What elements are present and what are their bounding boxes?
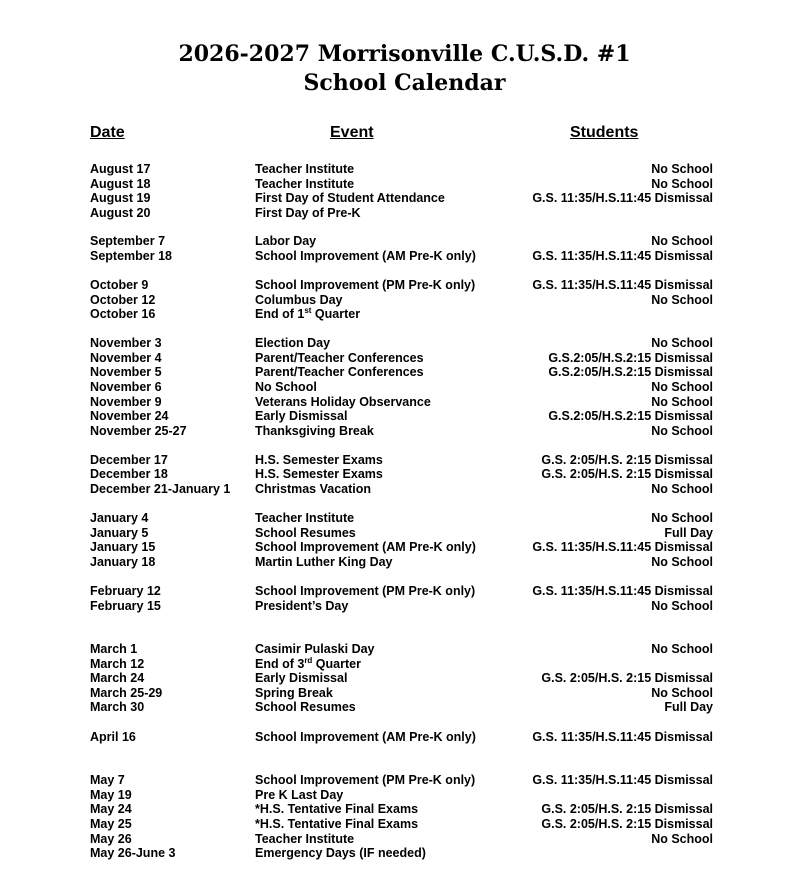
table-row <box>0 307 809 322</box>
row-date: January 4 <box>90 511 149 525</box>
table-row <box>0 555 809 570</box>
row-date: September 7 <box>90 234 166 248</box>
row-date: August 18 <box>90 177 151 191</box>
row-event-text: Emergency Days (IF needed) <box>255 846 426 860</box>
row-event-text: H.S. Semester Exams <box>255 467 383 481</box>
table-row <box>0 177 809 192</box>
row-event-text: School Improvement (AM Pre-K only) <box>255 730 476 744</box>
table-row <box>0 686 809 701</box>
event-column-header: Event <box>330 124 374 141</box>
row-event-ordinal: st <box>304 305 312 315</box>
row-event-tail: Quarter <box>312 657 361 671</box>
row-event-text: Parent/Teacher Conferences <box>255 365 424 379</box>
row-event-text: End of 3 <box>255 657 305 671</box>
row-event-text: No School <box>255 380 317 394</box>
row-event <box>255 817 418 832</box>
row-event <box>255 278 475 293</box>
row-event <box>255 671 347 686</box>
row-event-text: Early Dismissal <box>255 671 348 685</box>
table-row <box>0 700 809 715</box>
row-event-text: School Improvement (PM Pre-K only) <box>255 773 476 787</box>
row-students: No School <box>651 336 713 350</box>
table-row <box>0 395 809 410</box>
row-date: March 24 <box>90 671 145 685</box>
row-date: May 25 <box>90 817 132 831</box>
table-row <box>0 453 809 468</box>
table-row <box>0 846 809 861</box>
table-row <box>0 234 809 249</box>
table-row <box>0 642 809 657</box>
row-students: No School <box>651 686 713 700</box>
row-date: November 4 <box>90 351 162 365</box>
page-subtitle: School Calendar <box>303 70 506 96</box>
table-row <box>0 671 809 686</box>
table-row <box>0 249 809 264</box>
row-students: G.S. 2:05/H.S. 2:15 Dismissal <box>541 453 713 467</box>
row-event-text: H.S. Semester Exams <box>255 453 383 467</box>
table-row <box>0 293 809 308</box>
row-event <box>255 336 330 351</box>
row-date: February 15 <box>90 599 161 613</box>
row-students: No School <box>651 599 713 613</box>
row-date: March 30 <box>90 700 145 714</box>
row-event-text: Columbus Day <box>255 293 343 307</box>
row-event <box>255 307 360 322</box>
row-date: November 24 <box>90 409 169 423</box>
row-event <box>255 555 393 570</box>
row-event <box>255 380 317 395</box>
table-row <box>0 788 809 803</box>
table-row <box>0 773 809 788</box>
row-event-tail: Quarter <box>311 307 361 321</box>
row-event-text: Teacher Institute <box>255 177 355 191</box>
row-event <box>255 409 347 424</box>
row-students: G.S. 11:35/H.S.11:45 Dismissal <box>532 278 713 292</box>
table-row <box>0 424 809 439</box>
row-date: February 12 <box>90 584 161 598</box>
row-date: August 19 <box>90 191 151 205</box>
row-event <box>255 846 426 861</box>
row-event <box>255 249 476 264</box>
row-event <box>255 802 418 817</box>
row-event <box>255 467 383 482</box>
row-event-text: Teacher Institute <box>255 511 355 525</box>
row-students: G.S.2:05/H.S.2:15 Dismissal <box>548 365 713 379</box>
row-students: G.S. 11:35/H.S.11:45 Dismissal <box>532 773 713 787</box>
table-row <box>0 584 809 599</box>
row-students: G.S. 2:05/H.S. 2:15 Dismissal <box>541 817 713 831</box>
row-event <box>255 700 356 715</box>
row-event <box>255 162 354 177</box>
row-students: G.S.2:05/H.S.2:15 Dismissal <box>548 351 713 365</box>
row-date: January 15 <box>90 540 156 554</box>
table-row <box>0 278 809 293</box>
row-event-text: Casimir Pulaski Day <box>255 642 375 656</box>
row-date: November 6 <box>90 380 162 394</box>
row-event-text: School Improvement (PM Pre-K only) <box>255 278 476 292</box>
row-students: No School <box>651 162 713 176</box>
row-event-text: School Improvement (PM Pre-K only) <box>255 584 476 598</box>
row-students: No School <box>651 395 713 409</box>
table-row <box>0 336 809 351</box>
table-row <box>0 380 809 395</box>
row-date: May 26-June 3 <box>90 846 176 860</box>
row-event-text: School Improvement (AM Pre-K only) <box>255 249 476 263</box>
row-event-ordinal: rd <box>304 655 313 665</box>
row-event-text: First Day of Pre-K <box>255 206 361 220</box>
row-students: No School <box>651 177 713 191</box>
table-row <box>0 467 809 482</box>
table-row <box>0 817 809 832</box>
table-row <box>0 162 809 177</box>
row-students: G.S. 2:05/H.S. 2:15 Dismissal <box>541 671 713 685</box>
row-students: G.S. 11:35/H.S.11:45 Dismissal <box>532 191 713 205</box>
row-event <box>255 395 431 410</box>
table-row <box>0 191 809 206</box>
row-event-text: Teacher Institute <box>255 162 355 176</box>
row-event <box>255 584 475 599</box>
row-date: August 17 <box>90 162 151 176</box>
row-students: G.S. 2:05/H.S. 2:15 Dismissal <box>541 467 713 481</box>
row-date: May 26 <box>90 832 132 846</box>
row-event <box>255 351 424 366</box>
row-event <box>255 788 343 803</box>
row-date: November 3 <box>90 336 162 350</box>
row-event <box>255 177 354 192</box>
table-row <box>0 351 809 366</box>
table-row <box>0 657 809 672</box>
row-event-text: *H.S. Tentative Final Exams <box>255 802 419 816</box>
row-event <box>255 686 333 701</box>
row-event-text: Election Day <box>255 336 331 350</box>
row-event <box>255 832 354 847</box>
row-date: October 16 <box>90 307 156 321</box>
row-event-text: Christmas Vacation <box>255 482 372 496</box>
table-row <box>0 365 809 380</box>
row-students: G.S.2:05/H.S.2:15 Dismissal <box>548 409 713 423</box>
row-event <box>255 365 424 380</box>
row-event <box>255 206 361 221</box>
row-date: March 1 <box>90 642 138 656</box>
row-event <box>255 191 445 206</box>
row-event-text: School Resumes <box>255 700 356 714</box>
row-date: March 25-29 <box>90 686 163 700</box>
row-event-text: *H.S. Tentative Final Exams <box>255 817 419 831</box>
row-event-text: Thanksgiving Break <box>255 424 374 438</box>
table-row <box>0 511 809 526</box>
row-event-text: Pre K Last Day <box>255 788 344 802</box>
row-event-text: Martin Luther King Day <box>255 555 393 569</box>
row-date: November 25-27 <box>90 424 187 438</box>
row-students: No School <box>651 380 713 394</box>
row-students: G.S. 2:05/H.S. 2:15 Dismissal <box>541 802 713 816</box>
row-event <box>255 730 476 745</box>
row-event <box>255 540 476 555</box>
row-students: No School <box>651 832 713 846</box>
table-row <box>0 482 809 497</box>
row-event <box>255 453 383 468</box>
row-event-text: End of 1 <box>255 307 305 321</box>
row-date: August 20 <box>90 206 151 220</box>
row-date: May 24 <box>90 802 132 816</box>
row-date: April 16 <box>90 730 136 744</box>
row-date: September 18 <box>90 249 172 263</box>
table-row <box>0 540 809 555</box>
row-date: December 17 <box>90 453 168 467</box>
row-date: March 12 <box>90 657 145 671</box>
row-event <box>255 773 475 788</box>
row-event <box>255 234 316 249</box>
row-students: G.S. 11:35/H.S.11:45 Dismissal <box>532 249 713 263</box>
table-row <box>0 730 809 745</box>
table-row <box>0 526 809 541</box>
row-event-text: School Improvement (AM Pre-K only) <box>255 540 476 554</box>
row-students: G.S. 11:35/H.S.11:45 Dismissal <box>532 584 713 598</box>
row-event <box>255 526 356 541</box>
row-students: No School <box>651 424 713 438</box>
row-students: No School <box>651 555 713 569</box>
students-column-header: Students <box>570 124 639 141</box>
row-date: November 9 <box>90 395 162 409</box>
table-row <box>0 409 809 424</box>
row-students: Full Day <box>664 700 713 714</box>
row-event <box>255 599 348 614</box>
row-date: May 19 <box>90 788 132 802</box>
row-event-text: Parent/Teacher Conferences <box>255 351 424 365</box>
row-students: No School <box>651 482 713 496</box>
row-students: G.S. 11:35/H.S.11:45 Dismissal <box>532 730 713 744</box>
row-students: No School <box>651 511 713 525</box>
table-row <box>0 206 809 221</box>
row-students: No School <box>651 293 713 307</box>
row-date: January 5 <box>90 526 149 540</box>
row-event-text: Early Dismissal <box>255 409 348 423</box>
table-row <box>0 802 809 817</box>
row-date: October 12 <box>90 293 156 307</box>
date-column-header: Date <box>90 124 125 141</box>
row-date: January 18 <box>90 555 156 569</box>
page-title: 2026-2027 Morrisonville C.U.S.D. #1 <box>178 41 631 67</box>
row-students: No School <box>651 642 713 656</box>
row-date: December 18 <box>90 467 168 481</box>
row-event <box>255 511 354 526</box>
row-students: Full Day <box>664 526 713 540</box>
row-date: May 7 <box>90 773 125 787</box>
table-row <box>0 832 809 847</box>
row-event-text: Labor Day <box>255 234 317 248</box>
table-row <box>0 599 809 614</box>
row-date: November 5 <box>90 365 162 379</box>
row-students: No School <box>651 234 713 248</box>
row-event-text: Teacher Institute <box>255 832 355 846</box>
row-event <box>255 293 343 308</box>
row-event <box>255 482 371 497</box>
row-date: October 9 <box>90 278 149 292</box>
row-event-text: Veterans Holiday Observance <box>255 395 431 409</box>
row-event <box>255 642 375 657</box>
row-event-text: President’s Day <box>255 599 349 613</box>
row-event-text: Spring Break <box>255 686 333 700</box>
row-event-text: School Resumes <box>255 526 356 540</box>
row-event-text: First Day of Student Attendance <box>255 191 445 205</box>
row-date: December 21-January 1 <box>90 482 231 496</box>
row-event <box>255 657 361 672</box>
row-students: G.S. 11:35/H.S.11:45 Dismissal <box>532 540 713 554</box>
row-event <box>255 424 374 439</box>
